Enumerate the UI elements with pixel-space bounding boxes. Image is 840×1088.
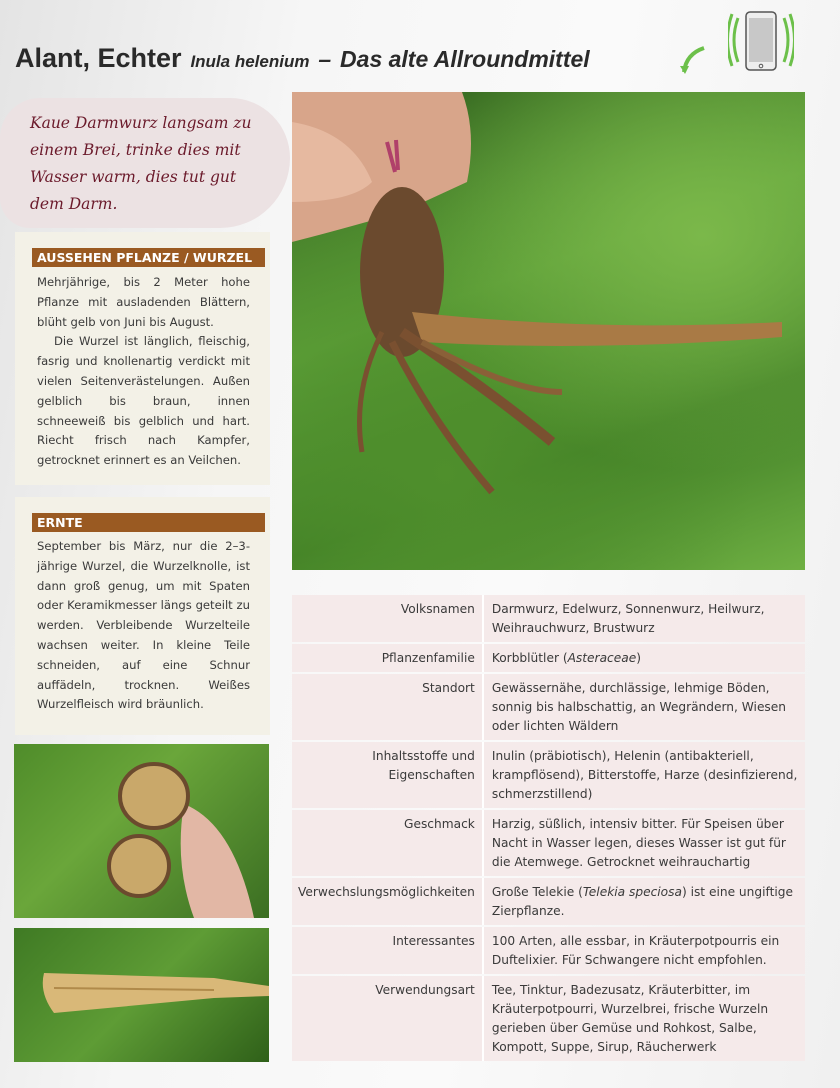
root-piece-illustration [14,928,269,1062]
quote-text: Kaue Darmwurz langsam zu einem Brei, trinke dies mit Wasser warm, dies tut gut dem Darm. [30,114,252,213]
title-separator: – [318,46,332,72]
root-cross-section-photo [14,744,269,918]
value-text: Korbblütler ( [491,651,568,665]
harvest-text: September bis März, nur die 2–3-jährige Wurzel, die Wurzelknolle, ist dann groß genug, um mit Spaten oder Keramikmesser längs geteilt zu werden. Verbleibende Wurzelteile wachsen weiter. In kleine Teile schneiden, auf eine Schnur auffädeln, trocknen. Weißes Wurzelfleisch wird bräunlich. [37,539,250,712]
row-value: Inulin (präbiotisch), Helenin (antibakteriell, krampflösend), Bitterstoffe, Harze (desinfizierend, schmerzstillend) [484,742,805,808]
row-value: Gewässernähe, durchlässige, lehmige Böden, sonnig bis halbschattig, an Wegrändern, Wiesen oder lichten Wäldern [484,674,805,740]
title-subtitle: Das alte Allroundmittel [340,46,590,72]
row-value: Harzig, süßlich, intensiv bitter. Für Speisen über Nacht in Wasser legen, dieses Wasser ist gut für die Atemwege. Getrocknet weihrauchartig [484,810,805,876]
title-latin-name: Inula helenium [190,52,310,71]
row-label: Pflanzenfamilie [292,644,484,672]
row-value: Darmwurz, Edelwurz, Sonnenwurz, Heilwurz, Weihrauchwurz, Brustwurz [484,595,805,642]
table-row [292,878,805,925]
table-row [292,927,805,974]
plant-info-table [292,593,805,1063]
peeled-root-photo [14,928,269,1062]
appearance-box [15,232,270,485]
table-row [292,674,805,740]
value-text: Große Telekie ( [491,885,583,899]
curved-arrow-icon [680,44,708,74]
page-title [15,38,590,75]
harvest-heading: ERNTE [32,513,265,532]
title-common-name: Alant, Echter [15,43,182,73]
row-label: Verwechslungsmöglichkeiten [292,878,484,925]
appearance-text-1: Mehrjährige, bis 2 Meter hohe Pflanze mit ausladenden Blättern, blüht gelb von Juni bis August. [37,275,250,329]
table-row [292,595,805,642]
table-row [292,976,805,1061]
value-text: ) ist eine ungiftige Zierpflanze. [491,885,793,918]
row-label: Geschmack [292,810,484,876]
harvest-box [15,497,270,735]
root-illustration [292,92,805,570]
row-value: 100 Arten, alle essbar, in Kräuterpotpourris ein Duftelixier. Für Schwangere nicht empfohlen. [484,927,805,974]
quote-bubble [0,98,290,228]
row-value [484,644,805,672]
appearance-text-2: Die Wurzel ist länglich, fleischig, fasrig und knollenartig verdickt mit vielen Seitenverästelungen. Außen gelblich bis braun, innen schneeweiß bis gelblich und hart. Riecht frisch nach Kampfer, getrocknet erinnert es an Veilchen. [37,334,250,468]
table-row [292,644,805,672]
row-label: Interessantes [292,927,484,974]
row-value [484,878,805,925]
table-row [292,742,805,808]
appearance-heading: AUSSEHEN PFLANZE / WURZEL [32,248,265,267]
row-label: Inhaltsstoffe und Eigenschaften [292,742,484,808]
smartphone-scan-icon [728,10,794,72]
value-latin: Asteraceae [567,651,637,665]
row-value: Tee, Tinktur, Badezusatz, Kräuterbitter, im Kräuterpotpourri, Wurzelbrei, frische Wurzeln gerieben über Gemüse und Rohkost, Salbe, Kompott, Suppe, Sirup, Räucherwerk [484,976,805,1061]
cut-root-illustration [14,744,269,918]
table-row [292,810,805,876]
row-label: Volksnamen [292,595,484,642]
value-text: ) [636,651,641,665]
row-label: Standort [292,674,484,740]
root-in-hand-photo [292,92,805,570]
row-label: Verwendungsart [292,976,484,1061]
value-latin: Telekia speciosa [582,885,682,899]
